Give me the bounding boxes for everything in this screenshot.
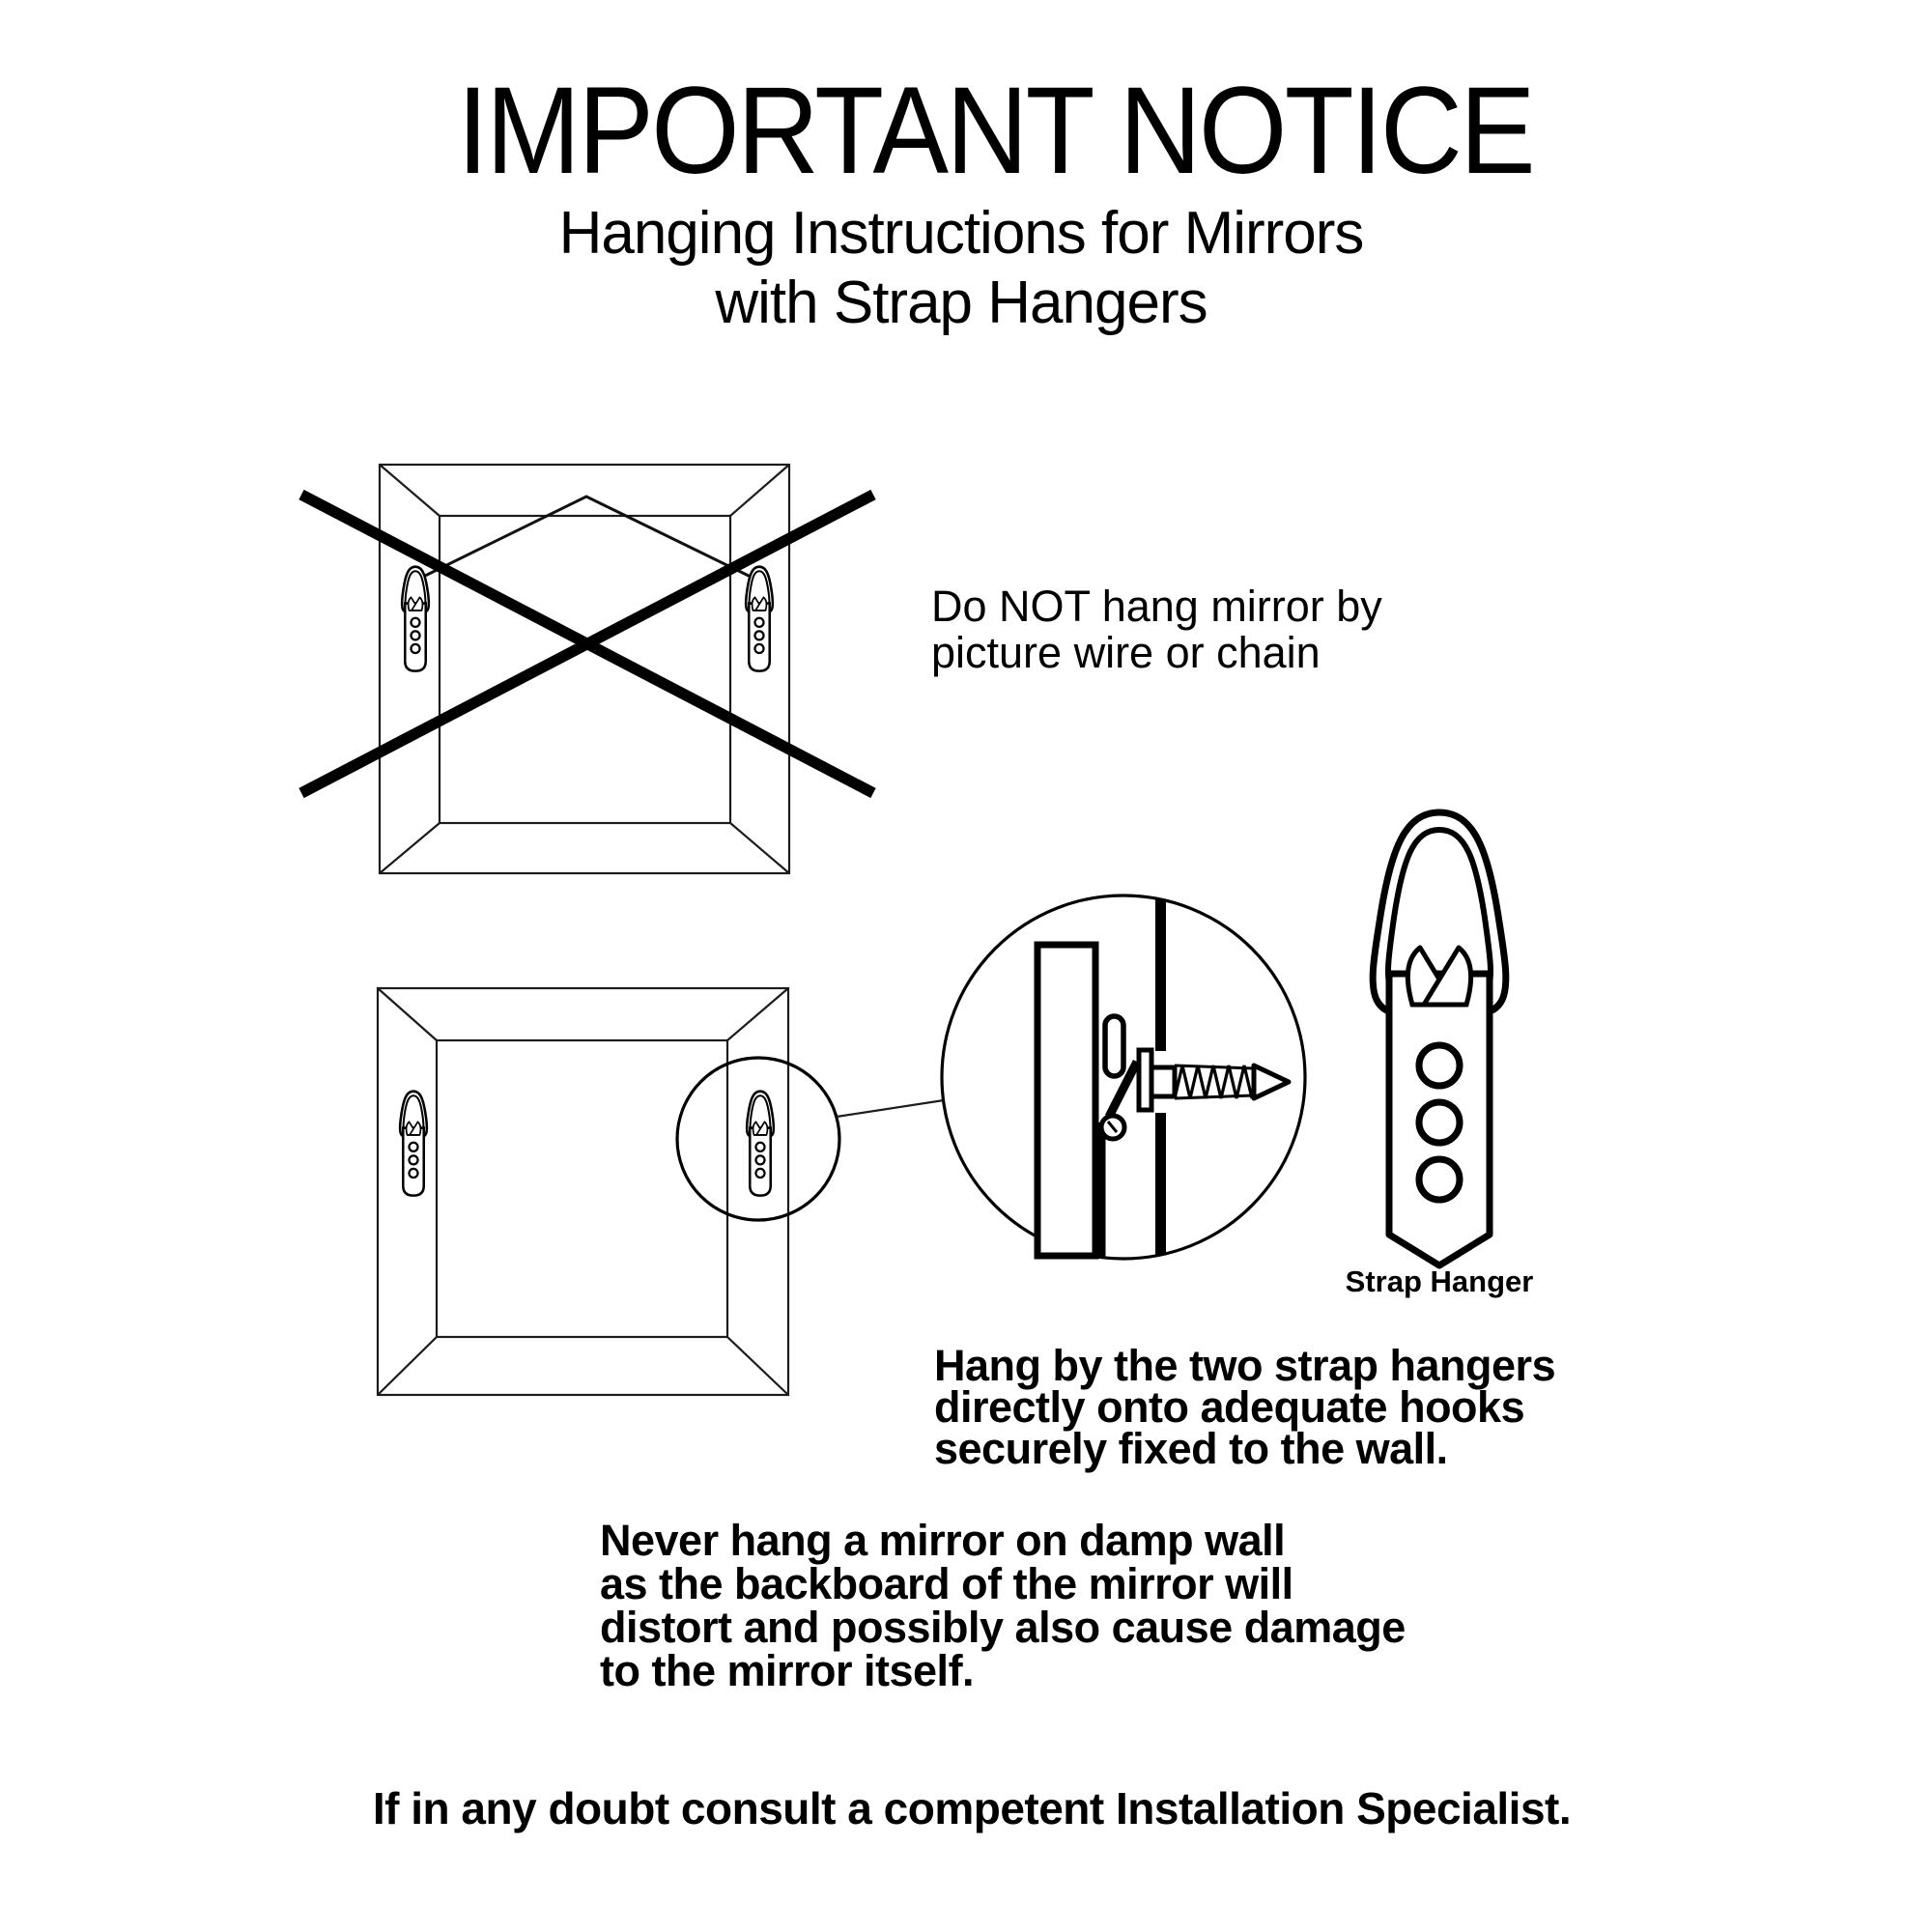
- note-line: Do NOT hang mirror by: [931, 582, 1382, 631]
- strap-hanger-icon: [747, 1092, 774, 1196]
- strap-hole: [1419, 1159, 1460, 1200]
- subtitle-line: with Strap Hangers: [715, 270, 1208, 336]
- wall-section: [1155, 1113, 1166, 1255]
- note-line: as the backboard of the mirror will: [600, 1559, 1293, 1608]
- zoom-connector-line: [837, 1100, 944, 1117]
- hanging-mirror-diagram: [378, 988, 944, 1395]
- strap-hanger-icon: [402, 567, 429, 671]
- note-line: picture wire or chain: [931, 628, 1321, 677]
- do-not-note: [931, 583, 1382, 676]
- note-line: Hang by the two strap hangers: [934, 1341, 1556, 1390]
- page-subtitle: [559, 199, 1364, 338]
- strap-hanger-icon: [400, 1092, 427, 1196]
- strap-slot: [1105, 1016, 1123, 1076]
- page-title: IMPORTANT NOTICE: [457, 62, 1533, 200]
- picture-wire: [421, 497, 753, 578]
- note-line: Never hang a mirror on damp wall: [600, 1516, 1286, 1565]
- strap-hanger-icon: [746, 567, 773, 671]
- note-line: directly onto adequate hooks: [934, 1382, 1525, 1432]
- strap-hole: [1419, 1045, 1460, 1086]
- note-line: securely fixed to the wall.: [934, 1424, 1448, 1473]
- strap-hanger-label: Strap Hanger: [1345, 1264, 1534, 1298]
- frame-cross-section: [1037, 945, 1095, 1256]
- crossed-mirror-diagram: [301, 465, 873, 873]
- strap-hanger-large-icon: [1373, 812, 1506, 1265]
- footer-advice: If in any doubt consult a competent Installation Specialist.: [372, 1783, 1572, 1833]
- wall-section: [1155, 899, 1166, 1051]
- mirror-frame-inner: [437, 1040, 727, 1337]
- note-line: to the mirror itself.: [600, 1646, 975, 1695]
- mirror-frame-back: [380, 465, 789, 873]
- hang-by-note: [934, 1341, 1556, 1473]
- wall-hook-detail-diagram: [942, 895, 1305, 1259]
- subtitle-line: Hanging Instructions for Mirrors: [558, 200, 1364, 267]
- hook-screw-icon: [1101, 1050, 1289, 1139]
- never-damp-note: [600, 1516, 1406, 1695]
- magnifier-circle-large: [942, 895, 1305, 1259]
- note-line: distort and possibly also cause damage: [600, 1603, 1406, 1652]
- mirror-frame-inner: [440, 516, 730, 823]
- prohibition-x-icon: [301, 495, 873, 793]
- strap-hole: [1419, 1102, 1460, 1143]
